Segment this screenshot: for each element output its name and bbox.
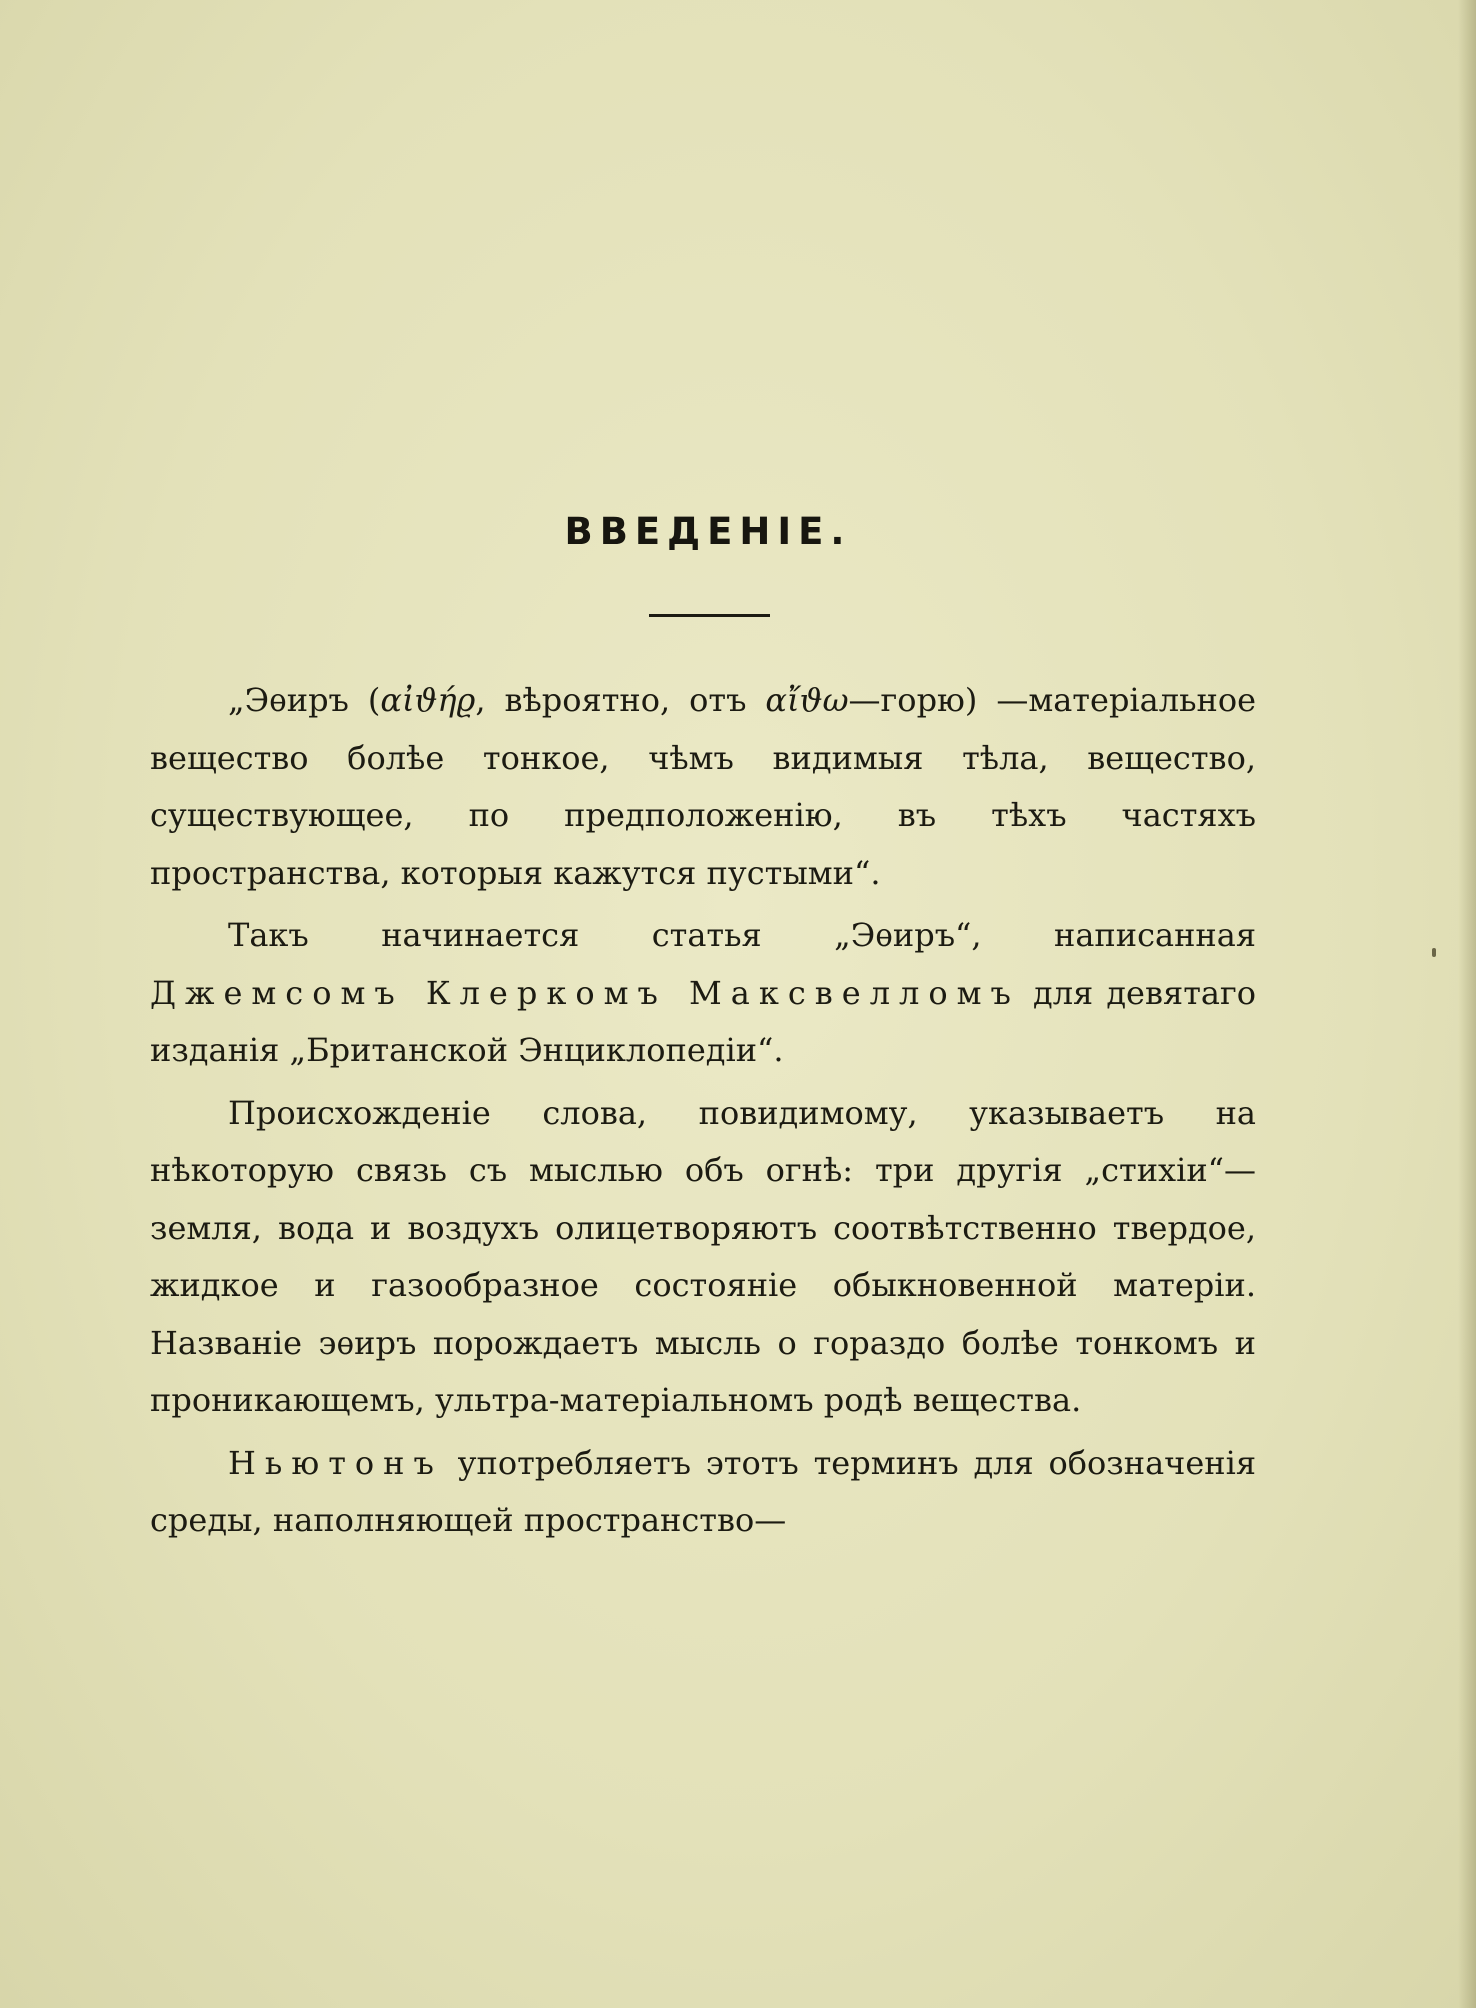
paragraph-1-part-a: „Эѳиръ ( — [228, 681, 381, 719]
paragraph-2-part-b: для девятаго изданія „Британской Энциклопедіи“. — [150, 973, 1257, 1069]
paper-speck — [1432, 948, 1436, 957]
paragraph-4-text: употребляетъ этотъ терминъ для обозначенія среды, наполняющей пространство— — [150, 1443, 1256, 1539]
paragraph-2-part-a: Такъ начинается статья „Эѳиръ“, написанная — [228, 916, 1256, 954]
body-text — [150, 672, 1256, 1555]
paragraph-1 — [150, 672, 1256, 902]
greek-word-aitho: αἴϑω — [765, 681, 849, 719]
page-edge-shadow — [1458, 0, 1476, 2008]
author-name-newton: Ньютонъ — [228, 1443, 443, 1482]
author-name-maxwell: Джемсомъ Клеркомъ Максвелломъ — [150, 973, 1020, 1012]
chapter-heading: ВВЕДЕНІЕ. — [564, 510, 852, 553]
paragraph-3: Происхожденіе слова, повидимому, указываетъ на нѣкоторую связь съ мыслью объ огнѣ: три другія „стихіи“—земля, вода и воздухъ олицетворяютъ соотвѣтственно твердое, жидкое и газообразное состояніе обыкновенной матеріи. Названіе эѳиръ порождаетъ мысль о гораздо болѣе тонкомъ и проникающемъ, ультра-матеріальномъ родѣ вещества. — [150, 1093, 1256, 1419]
paragraph-4 — [150, 1435, 1256, 1550]
greek-word-aither: αἰϑήϱ — [380, 681, 476, 719]
paragraph-2 — [150, 907, 1256, 1080]
paragraph-1-part-b: , вѣроятно, отъ — [475, 681, 766, 719]
paragraph-1-part-c: —горю) —матеріальное вещество болѣе тонкое, чѣмъ видимыя тѣла, вещество, существующее, по предположенію, въ тѣхъ частяхъ пространства, которыя кажутся пустыми“. — [150, 681, 1257, 892]
heading-rule — [649, 614, 770, 617]
